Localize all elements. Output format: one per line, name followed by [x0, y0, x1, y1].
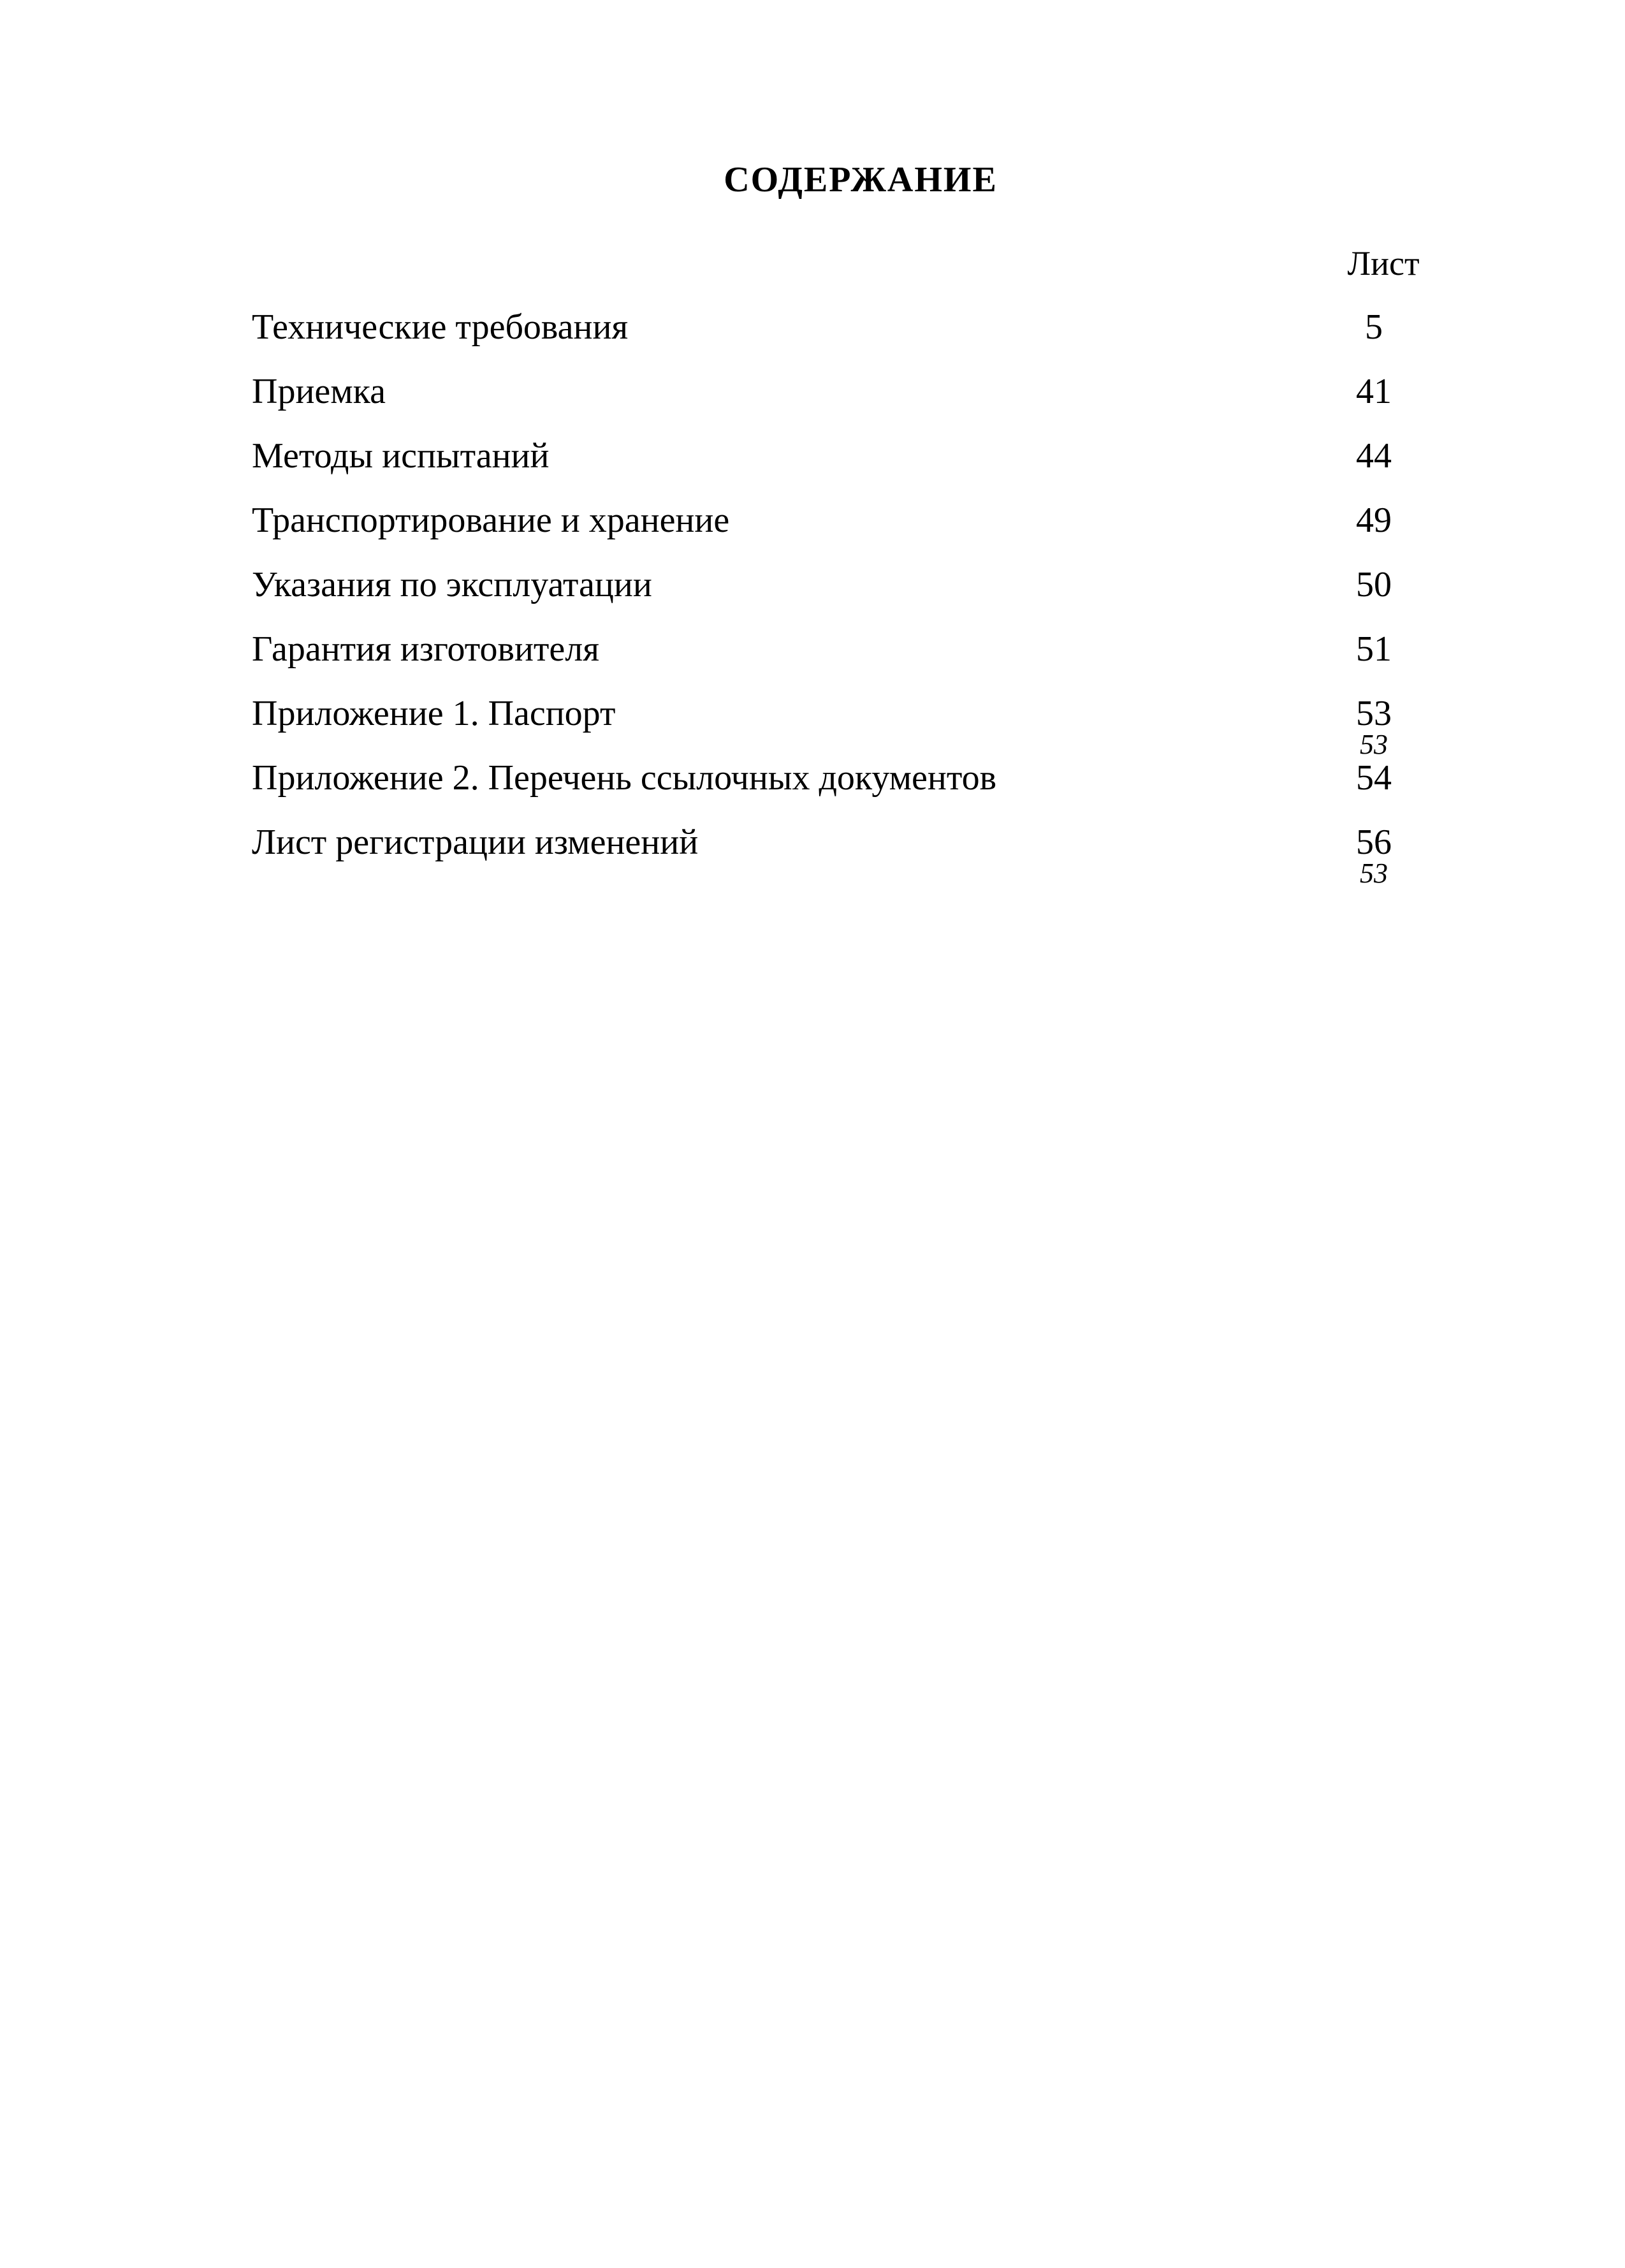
toc-entry: [252, 434, 1463, 498]
toc-entry-label: Гарантия изготовителя: [252, 629, 599, 669]
toc-entry: [252, 756, 1463, 820]
toc-entry-label: Технические требования: [252, 307, 629, 347]
toc-entry-page: 49: [1356, 501, 1392, 540]
toc-entry-label: Транспортирование и хранение: [252, 501, 730, 540]
toc-entry-page: 44: [1356, 436, 1392, 476]
toc-entry: [252, 820, 1463, 889]
toc-entry: [252, 562, 1463, 627]
toc-entry-page: 53: [1356, 694, 1392, 733]
toc-entry-label: Лист регистрации изменений: [252, 823, 699, 862]
toc-entry-label: Приемка: [252, 372, 386, 411]
toc-entry-page: 54: [1356, 758, 1392, 798]
handwritten-page-correction: 53: [1360, 858, 1388, 889]
handwritten-page-correction: 53: [1360, 729, 1388, 760]
toc-entry-page: 50: [1356, 565, 1392, 604]
sheet-column-header: Лист: [1347, 244, 1420, 282]
toc-entry-label: Указания по эксплуатации: [252, 565, 652, 604]
table-of-contents: [252, 305, 1463, 889]
toc-entry-page: 56: [1356, 823, 1392, 862]
toc-entry-page: 41: [1356, 372, 1392, 411]
toc-entry: [252, 305, 1463, 369]
toc-entry: [252, 369, 1463, 434]
toc-entry: [252, 691, 1463, 760]
toc-entry-page: 51: [1356, 629, 1392, 669]
toc-entry: [252, 627, 1463, 691]
document-title: СОДЕРЖАНИЕ: [724, 160, 998, 200]
toc-entry-label: Приложение 2. Перечень ссылочных документов: [252, 758, 997, 798]
toc-entry-page: 5: [1365, 307, 1383, 347]
toc-entry: [252, 498, 1463, 562]
toc-entry-label: Методы испытаний: [252, 436, 550, 476]
toc-entry-label: Приложение 1. Паспорт: [252, 694, 616, 733]
